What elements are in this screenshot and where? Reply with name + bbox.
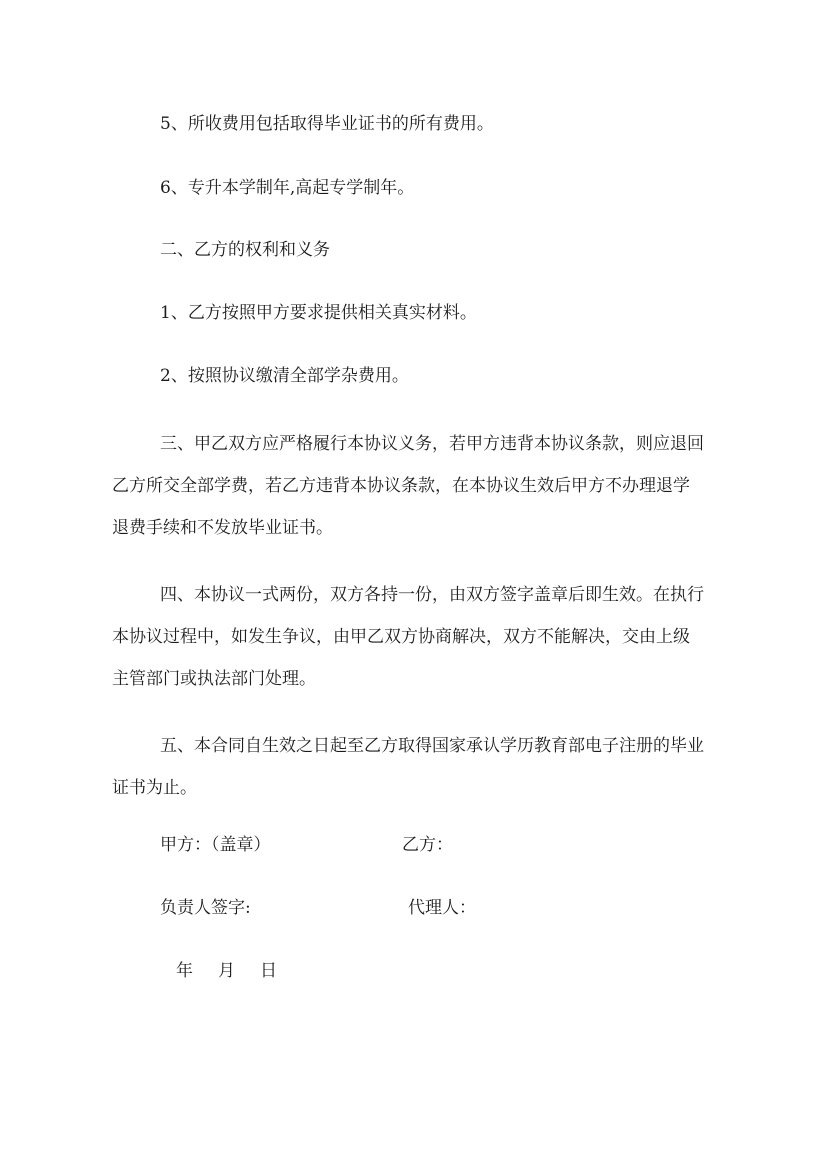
paragraph-line: 乙方所交全部学费，若乙方违背本协议条款，在本协议生效后甲方不办理退学 <box>112 476 690 496</box>
paragraph-line: 证书为止。 <box>112 778 197 798</box>
agent-label: 代理人： <box>408 898 476 918</box>
paragraph-line: 退费手续和不发放毕业证书。 <box>112 518 333 538</box>
section-2-item-1: 1、乙方按照甲方要求提供相关真实材料。 <box>160 303 477 323</box>
paragraph-line: 主管部门或执法部门处理。 <box>112 669 316 689</box>
party-a-label: 甲方：（盖章） <box>160 835 271 855</box>
clause-item-5: 5、所收费用包括取得毕业证书的所有费用。 <box>160 114 494 134</box>
paragraph-line: 本协议过程中，如发生争议，由甲乙双方协商解决，双方不能解决，交由上级 <box>112 627 690 647</box>
paragraph-line: 三、甲乙双方应严格履行本协议义务，若甲方违背本协议条款，则应退回 <box>160 434 704 454</box>
clause-item-6: 6、专升本学制年,高起专学制年。 <box>160 178 415 198</box>
responsible-person-label: 负责人签字: <box>160 898 251 918</box>
section-2-item-2: 2、按照协议缴清全部学杂费用。 <box>160 366 409 386</box>
paragraph-line: 五、本合同自生效之日起至乙方取得国家承认学历教育部电子注册的毕业 <box>160 736 704 756</box>
paragraph-line: 四、本协议一式两份，双方各持一份，由双方签字盖章后即生效。在执行 <box>160 585 704 605</box>
date-year: 年 <box>176 961 193 981</box>
date-day: 日 <box>260 961 277 981</box>
section-2-title: 二、乙方的权利和义务 <box>160 240 330 260</box>
date-month: 月 <box>218 961 235 981</box>
party-b-label: 乙方： <box>402 835 453 855</box>
